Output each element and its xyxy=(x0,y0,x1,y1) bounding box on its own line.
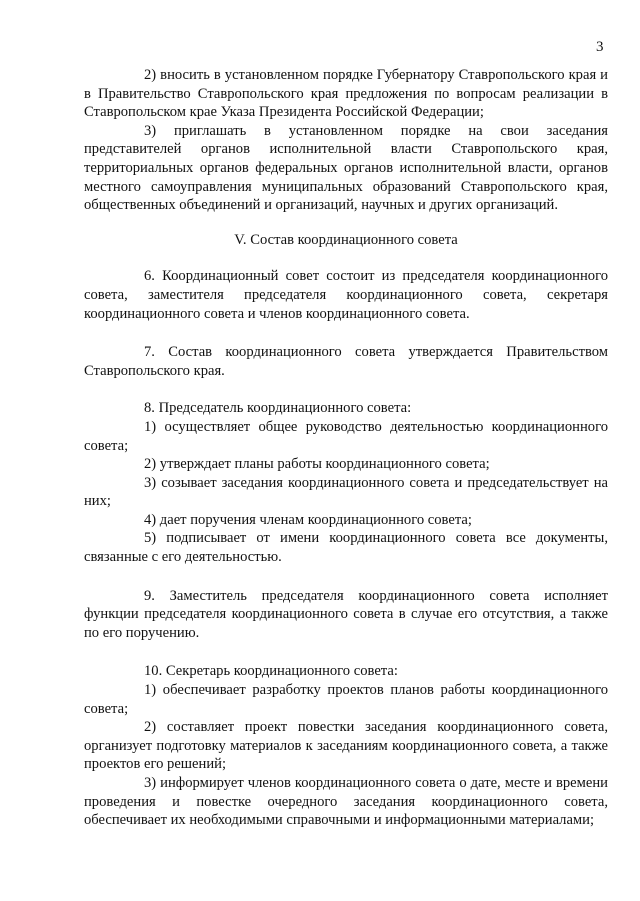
paragraph-8-intro: 8. Председатель координационного совета: xyxy=(144,400,412,417)
section-v-heading: V. Состав координационного совета xyxy=(234,231,458,248)
page-number: 3 xyxy=(596,39,604,55)
paragraph-8-item-2: 2) утверждает планы работы координационного совета; xyxy=(144,456,490,473)
paragraph-8-item-3: 3) созывает заседания координационного совета и председательствует на них; xyxy=(84,474,608,510)
paragraph-item-2: 2) вносить в установленном порядке Губернатору Ставропольского края и в Правительство Ставропольского края предложения по вопросам реализации в Ставропольском крае Указа Президента Российской Федерации; xyxy=(84,67,608,121)
paragraph-8-item-4: 4) дает поручения членам координационного совета; xyxy=(144,511,472,528)
paragraph-7: 7. Состав координационного совета утверждается Правительством Ставропольского края. xyxy=(84,344,608,379)
paragraph-10-item-1: 1) обеспечивает разработку проектов планов работы координационного совета; xyxy=(84,682,608,717)
paragraph-10-item-2: 2) составляет проект повестки заседания координационного совета, организует подготовку материалов к заседаниям координационного совета, а также проектов его решений; xyxy=(84,719,608,773)
paragraph-9: 9. Заместитель председателя координационного совета исполняет функции председателя координационного совета в случае его отсутствия, а также по его поручению. xyxy=(84,587,608,641)
paragraph-8-item-5: 5) подписывает от имени координационного совета все документы, связанные с его деятельностью. xyxy=(84,530,608,566)
paragraph-6: 6. Координационный совет состоит из председателя координационного совета, заместителя председателя координационного совета, секретаря координационного совета и членов координационного совета. xyxy=(84,268,608,322)
paragraph-10-item-3: 3) информирует членов координационного совета о дате, месте и времени проведения и повестке очередного заседания координационного совета, обеспечивает их необходимыми справочными и информационными материалами; xyxy=(84,775,608,829)
paragraph-8-item-1: 1) осуществляет общее руководство деятельностью координационного совета; xyxy=(84,418,608,454)
paragraph-10-intro: 10. Секретарь координационного совета: xyxy=(144,663,398,680)
document-body xyxy=(84,66,608,830)
paragraph-item-3: 3) приглашать в установленном порядке на свои заседания представителей органов исполнительной власти Ставропольского края, территориальных органов федеральных органов исполнительной власти, органов местного самоуправления муниципальных образований Ставропольского края, общественных объединений и организаций, научных и других организаций. xyxy=(84,122,608,214)
